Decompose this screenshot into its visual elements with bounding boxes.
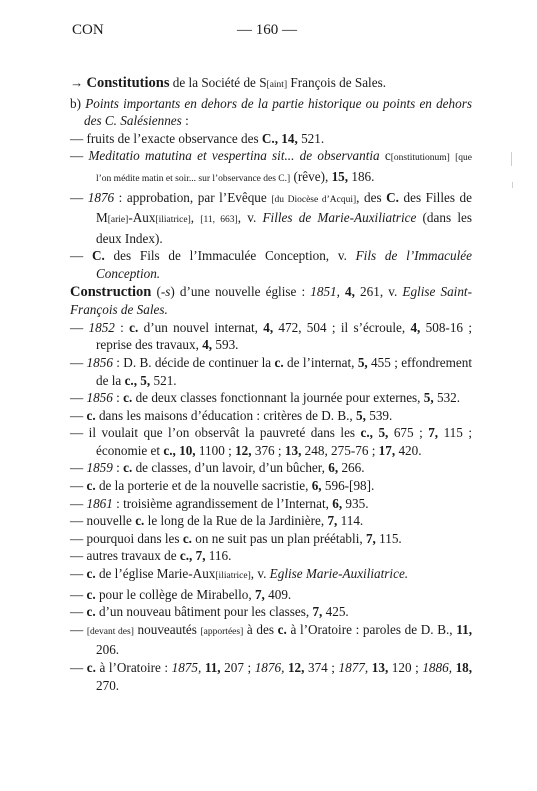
entry-text: — xyxy=(70,566,87,582)
entry-text: Constitutions xyxy=(86,75,170,91)
entry-text: — xyxy=(70,460,87,476)
running-head: CON xyxy=(72,22,104,38)
entry-text: [apportées] xyxy=(200,626,244,637)
entry-text: Meditatio matutina et vespertina sit... de observantia xyxy=(88,148,380,164)
entry-text: 4, xyxy=(263,319,274,335)
entry-text: 114. xyxy=(337,513,364,529)
entry-text: 1861 xyxy=(86,495,113,511)
entry-text: (dans les deux Index). xyxy=(96,210,472,246)
entry-text: Eglise Saint-François de Sales. xyxy=(70,283,472,318)
entry-text: 116. xyxy=(205,548,232,564)
index-entry xyxy=(70,407,472,425)
index-entry xyxy=(70,319,472,354)
index-entry xyxy=(70,247,472,282)
index-entry xyxy=(70,459,472,477)
entry-text: — xyxy=(70,390,87,406)
entry-text: — il voulait que l’on observât la pauvreté dans les xyxy=(70,425,361,441)
entry-text: 409. xyxy=(264,586,292,602)
index-entry xyxy=(70,477,472,495)
entry-text: c. xyxy=(274,354,284,370)
entry-text: Fils de l’Immaculée Conception. xyxy=(96,248,472,281)
entry-text: b) xyxy=(70,95,86,111)
entry-text: c., 7, xyxy=(179,548,206,564)
entry-text: 532. xyxy=(433,390,461,406)
entry-text: 186. xyxy=(348,168,375,184)
entry-text: nouveautés xyxy=(133,621,201,637)
entry-text: — xyxy=(70,495,87,511)
index-entry xyxy=(70,95,472,130)
entry-text: c. xyxy=(182,530,192,546)
entry-text: 1877, xyxy=(338,660,369,675)
entry-text: -Aux xyxy=(128,210,156,226)
entry-text: — nouvelle xyxy=(70,513,136,529)
entry-text: 11, xyxy=(204,660,221,675)
scan-mark xyxy=(511,152,512,166)
entry-text: — xyxy=(70,189,88,205)
entry-text: 115 ; économie et xyxy=(96,425,472,458)
entry-text: 7, xyxy=(327,513,338,529)
entry-text: 508-16 ; reprise des travaux, xyxy=(96,319,472,353)
index-entry xyxy=(70,621,472,659)
entry-text: c. xyxy=(86,586,96,602)
entry-text: de deux classes fonctionnant la journée pour externes, xyxy=(132,390,424,406)
entry-text: 5, xyxy=(356,407,366,423)
entry-text: (- xyxy=(151,283,166,299)
entry-text: 18, xyxy=(455,660,473,675)
entry-text: — xyxy=(70,248,92,264)
entry-text: pour le collège de Mirabello, xyxy=(95,586,255,602)
entry-text: des Fils de l’Immaculée Conception, v. xyxy=(104,248,356,264)
index-entry xyxy=(70,74,472,95)
entry-text: c. xyxy=(123,390,133,406)
entry-text: 12, xyxy=(287,660,305,675)
entry-text: : troisième agrandissement de l’Internat, xyxy=(112,495,333,511)
entry-text: 270. xyxy=(96,677,120,693)
entry-text: , des xyxy=(356,189,387,205)
entry-text: c., 10, xyxy=(163,442,196,458)
entry-text: 425. xyxy=(322,604,349,620)
entry-text: d’un nouveau bâtiment pour les classes, xyxy=(95,604,313,620)
entry-text: le long de la Rue de la Jardinière, xyxy=(144,513,328,529)
entry-text: , v. xyxy=(250,566,270,582)
page-number: — 160 — xyxy=(237,22,297,38)
entry-text: à des xyxy=(243,621,278,637)
entry-text: c xyxy=(379,148,391,164)
entry-text: 6, xyxy=(332,495,343,511)
entry-text: c. xyxy=(86,566,96,582)
index-entry xyxy=(70,147,472,188)
entry-text: — fruits de l’exacte observance des xyxy=(70,130,262,146)
index-entry xyxy=(70,565,472,586)
entry-text: 13, xyxy=(371,660,389,675)
entry-text: 1859 xyxy=(86,460,113,476)
entry-text: ) d’une nouvelle église : xyxy=(170,283,311,299)
entry-text: 1876 xyxy=(87,189,115,205)
entry-text: [11, 663] xyxy=(200,215,238,226)
entry-text: 376 ; xyxy=(251,442,285,458)
entry-text: 115. xyxy=(375,530,402,546)
entry-text: c. xyxy=(86,604,96,620)
entry-text: 5, xyxy=(423,390,434,406)
entry-text: 7, xyxy=(254,586,265,602)
index-entry xyxy=(70,283,472,319)
entry-text: 7, xyxy=(365,530,376,546)
entry-text: 1856 xyxy=(86,390,113,406)
entry-text: — xyxy=(70,354,87,370)
entry-text: 4, xyxy=(345,283,355,299)
entry-text: — xyxy=(70,407,87,423)
entry-text: → xyxy=(70,75,87,90)
entry-text: 4, xyxy=(202,337,213,353)
entry-text: — xyxy=(70,148,89,164)
index-entry xyxy=(70,586,472,604)
entry-text: dans les maisons d’éducation : critères de D. B., xyxy=(95,407,357,423)
index-entry xyxy=(70,495,472,513)
entry-text: — xyxy=(70,586,87,602)
entry-text: Eglise Marie-Auxiliatrice. xyxy=(269,566,409,582)
entry-text: c. xyxy=(86,660,96,675)
entry-text: on ne suit pas un plan préétabli, xyxy=(191,530,366,546)
entry-text: 4, xyxy=(410,319,421,335)
entry-text: de l’internat, xyxy=(283,354,358,370)
entry-text: [arie] xyxy=(107,215,129,226)
entry-text: 455 ; effondrement de la xyxy=(96,354,473,388)
entry-text: de la porterie et de la nouvelle sacristie, xyxy=(95,478,312,494)
scan-mark xyxy=(512,182,513,188)
entry-text: , xyxy=(190,210,201,226)
entry-text: C., 14, xyxy=(261,130,298,146)
entry-text: 266. xyxy=(338,460,365,476)
entry-text: 935. xyxy=(342,495,369,511)
entry-text: C. xyxy=(91,248,105,264)
entry-text: s xyxy=(165,283,171,299)
entry-text: de classes, d’un lavoir, d’un bûcher, xyxy=(132,460,329,476)
entry-text: c. xyxy=(123,460,133,476)
entry-text: 6, xyxy=(311,478,322,494)
index-entry xyxy=(70,354,472,389)
entry-text: [devant des] xyxy=(86,626,134,637)
entry-text: 420. xyxy=(395,442,422,458)
entry-text: : xyxy=(112,460,124,476)
entry-text: d’un nouvel internat, xyxy=(138,319,264,335)
entry-text: 248, 275-76 ; xyxy=(301,442,379,458)
entry-text: — autres travaux de xyxy=(70,548,180,564)
entry-text: 1852 xyxy=(88,319,115,335)
entry-text: 11, xyxy=(456,621,473,637)
entry-text: 206. xyxy=(96,642,120,658)
entry-text: de la Société de S xyxy=(169,75,267,90)
entry-text: : approbation, par l’Evêque xyxy=(114,189,272,205)
entry-text: — xyxy=(70,604,87,620)
entry-text: — xyxy=(70,660,87,675)
entry-text: 1886, xyxy=(422,660,452,675)
entry-text: [aint] xyxy=(266,80,288,90)
entry-text: des Filles de M xyxy=(96,189,472,226)
entry-text: 521. xyxy=(297,130,325,146)
entry-text: Points importants en dehors de la partie historique ou points en dehors des C. Salésiennes xyxy=(84,95,472,129)
entry-text: 13, xyxy=(284,442,302,458)
entry-text: : xyxy=(112,390,124,406)
entry-text: 1851, xyxy=(310,283,340,299)
entry-text: 539. xyxy=(365,407,393,423)
entry-text: 1856 xyxy=(86,354,113,370)
entry-text: 7, xyxy=(312,604,323,620)
entry-text: 17, xyxy=(378,442,396,458)
entry-text: de l’église Marie-Aux xyxy=(95,566,216,582)
entry-text: : D. B. décide de continuer la xyxy=(112,354,275,370)
entry-text: à l’Oratoire : xyxy=(95,660,172,675)
entry-text: [du Diocèse d’Acqui] xyxy=(271,194,357,205)
entry-text: c. xyxy=(86,478,96,494)
entry-text: : xyxy=(114,319,130,335)
entry-text: 207 ; xyxy=(220,660,255,675)
entry-text: c. xyxy=(86,407,96,423)
entry-text: c., 5, xyxy=(360,425,389,441)
entry-text: 12, xyxy=(235,442,252,458)
index-entry xyxy=(70,189,472,248)
index-entry xyxy=(70,512,472,530)
entry-text: 472, 504 ; il s’écroule, xyxy=(273,319,411,335)
entry-text: 6, xyxy=(328,460,339,476)
page-header xyxy=(72,22,472,44)
entry-text: François de Sales. xyxy=(287,75,386,90)
index-entry xyxy=(70,130,472,148)
entry-text: — xyxy=(70,478,87,494)
entry-text: — xyxy=(70,319,89,335)
entry-text: 596-[98]. xyxy=(321,478,375,494)
entry-text: 15, xyxy=(331,168,349,184)
entry-text: 675 ; xyxy=(388,425,429,441)
entry-text: 1876, xyxy=(254,660,285,675)
entry-text: (rêve), xyxy=(290,168,332,184)
entry-text: 374 ; xyxy=(304,660,339,675)
index-entry xyxy=(70,547,472,565)
index-entry xyxy=(70,659,472,694)
index-entry xyxy=(70,603,472,621)
entry-text: 593. xyxy=(212,337,239,353)
entry-text: — xyxy=(70,621,87,637)
entry-text: , v. xyxy=(237,210,263,226)
entry-text: [que l’on médite matin et soir... sur l’observance des C.] xyxy=(96,153,472,184)
entry-text: 1100 ; xyxy=(195,442,236,458)
entry-text: à l’Oratoire : paroles de D. B., xyxy=(286,621,457,637)
entry-text: Construction xyxy=(70,283,152,300)
index-body xyxy=(70,74,472,694)
entry-text: 5, xyxy=(357,354,368,370)
entry-text: 261, v. xyxy=(354,283,403,299)
index-entry xyxy=(70,530,472,548)
entry-text: 1875, xyxy=(171,660,202,675)
entry-text: : xyxy=(181,113,189,129)
entry-text: c., 5, xyxy=(124,372,151,388)
entry-text: [iliatrice] xyxy=(155,215,191,226)
entry-text: C. xyxy=(386,189,399,205)
entry-text: [iliatrice] xyxy=(215,571,251,582)
entry-text: 521. xyxy=(150,372,177,388)
entry-text: 7, xyxy=(428,425,439,441)
index-entry xyxy=(70,389,472,407)
entry-text: c. xyxy=(129,319,139,335)
entry-text: 120 ; xyxy=(388,660,423,675)
entry-text: [onstitutionum] xyxy=(390,153,450,164)
entry-text: c. xyxy=(135,513,145,529)
entry-text: Filles de Marie-Auxiliatrice xyxy=(262,210,417,226)
entry-text: c. xyxy=(277,621,287,637)
index-entry xyxy=(70,424,472,459)
entry-text: — pourquoi dans les xyxy=(70,530,183,546)
